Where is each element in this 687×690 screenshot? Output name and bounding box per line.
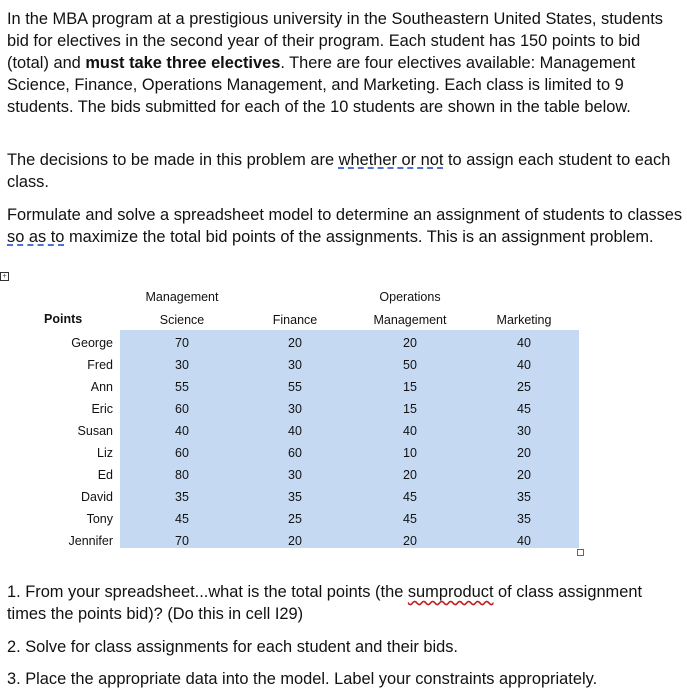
- bid-cell: 20: [403, 534, 417, 548]
- bid-cell: 70: [175, 534, 189, 548]
- points-header: Points: [44, 312, 83, 326]
- bid-cell: 40: [517, 336, 531, 350]
- bid-cell: 10: [403, 446, 417, 460]
- header-operations-top: Operations: [379, 290, 441, 304]
- decisions-text-a: The decisions to be made in this problem are: [7, 151, 339, 169]
- formulate-underlined-text: so as to: [7, 228, 65, 246]
- question-1-text-b: of class assignment times the points bid)? (Do this in cell I29): [7, 583, 642, 623]
- bid-cell: 60: [288, 446, 302, 460]
- bid-cell: 40: [517, 358, 531, 372]
- bid-cell: 55: [175, 380, 189, 394]
- bid-cell: 15: [403, 402, 417, 416]
- question-1: [7, 581, 685, 625]
- bid-cell: 35: [517, 512, 531, 526]
- question-3: 3. Place the appropriate data into the model. Label your constraints appropriately.: [7, 670, 598, 688]
- intro-text-a: In the MBA program at a prestigious university in the Southeastern United States, students bid for electives in the second year of their program. Each student has 150 points to bid (total) and: [7, 10, 663, 72]
- bid-cell: 45: [517, 402, 531, 416]
- table-resize-handle[interactable]: [577, 549, 584, 556]
- bid-cell: 30: [288, 402, 302, 416]
- bid-cell: 45: [403, 490, 417, 504]
- formulate-text-b: maximize the total bid points of the assignments. This is an assignment problem.: [64, 228, 654, 246]
- question-2: 2. Solve for class assignments for each student and their bids.: [7, 638, 458, 656]
- bid-cell: 15: [403, 380, 417, 394]
- table-move-handle-icon[interactable]: +: [0, 272, 9, 281]
- student-name: Liz: [97, 446, 113, 460]
- student-name: Eric: [91, 402, 113, 416]
- bid-cell: 30: [288, 358, 302, 372]
- header-management: Management: [373, 313, 447, 327]
- bid-cell: 20: [517, 468, 531, 482]
- student-name: George: [71, 336, 113, 350]
- bid-cell: 80: [175, 468, 189, 482]
- bid-cell: 35: [517, 490, 531, 504]
- bid-cell: 40: [403, 424, 417, 438]
- question-1-text-a: 1. From your spreadsheet...what is the total points (the: [7, 583, 408, 601]
- intro-text-b: . There are four electives available: Management Science, Finance, Operations Management, and Marketing. Each class is limited to 9 students. The bids submitted for each of the 10 students are shown in the table below.: [7, 54, 636, 116]
- bid-cell: 30: [175, 358, 189, 372]
- decisions-text-b: to assign each student to each class.: [7, 151, 671, 191]
- header-science: Science: [159, 313, 205, 327]
- student-name: Susan: [77, 424, 113, 438]
- bid-cell: 35: [175, 490, 189, 504]
- header-finance: Finance: [272, 313, 318, 327]
- bid-cell: 20: [288, 336, 302, 350]
- bid-cell: 45: [403, 512, 417, 526]
- formulate-text-a: Formulate and solve a spreadsheet model to determine an assignment of students to classes: [7, 206, 683, 224]
- bid-cell: 20: [403, 336, 417, 350]
- bid-cell: 20: [517, 446, 531, 460]
- bid-cell: 55: [288, 380, 302, 394]
- bid-cell: 25: [517, 380, 531, 394]
- student-name: Fred: [87, 358, 113, 372]
- bid-cell: 30: [517, 424, 531, 438]
- student-name: Tony: [86, 512, 113, 526]
- header-management-top: Management: [145, 290, 219, 304]
- bid-cell: 40: [517, 534, 531, 548]
- bid-cell: 30: [288, 468, 302, 482]
- bid-cell: 70: [175, 336, 189, 350]
- bid-cell: 50: [403, 358, 417, 372]
- question-1-underlined-text: sumproduct: [407, 583, 494, 601]
- student-name: Ann: [90, 380, 113, 394]
- bid-cell: 40: [288, 424, 302, 438]
- formulate-paragraph: [7, 204, 685, 248]
- bid-cell: 60: [175, 446, 189, 460]
- intro-paragraph: [7, 8, 685, 118]
- decisions-underlined-text: whether or not: [338, 151, 444, 169]
- bid-cell: 45: [175, 512, 189, 526]
- bid-cell: 40: [175, 424, 189, 438]
- bid-cell: 20: [403, 468, 417, 482]
- intro-bold-text: must take three electives: [85, 54, 281, 72]
- header-marketing: Marketing: [496, 313, 552, 327]
- student-name: David: [81, 490, 113, 504]
- decisions-paragraph: [7, 149, 685, 193]
- student-name: Ed: [97, 468, 113, 482]
- bid-cell: 35: [288, 490, 302, 504]
- bid-cell: 25: [288, 512, 302, 526]
- student-name: Jennifer: [68, 534, 113, 548]
- bid-cell: 20: [288, 534, 302, 548]
- bid-cell: 60: [175, 402, 189, 416]
